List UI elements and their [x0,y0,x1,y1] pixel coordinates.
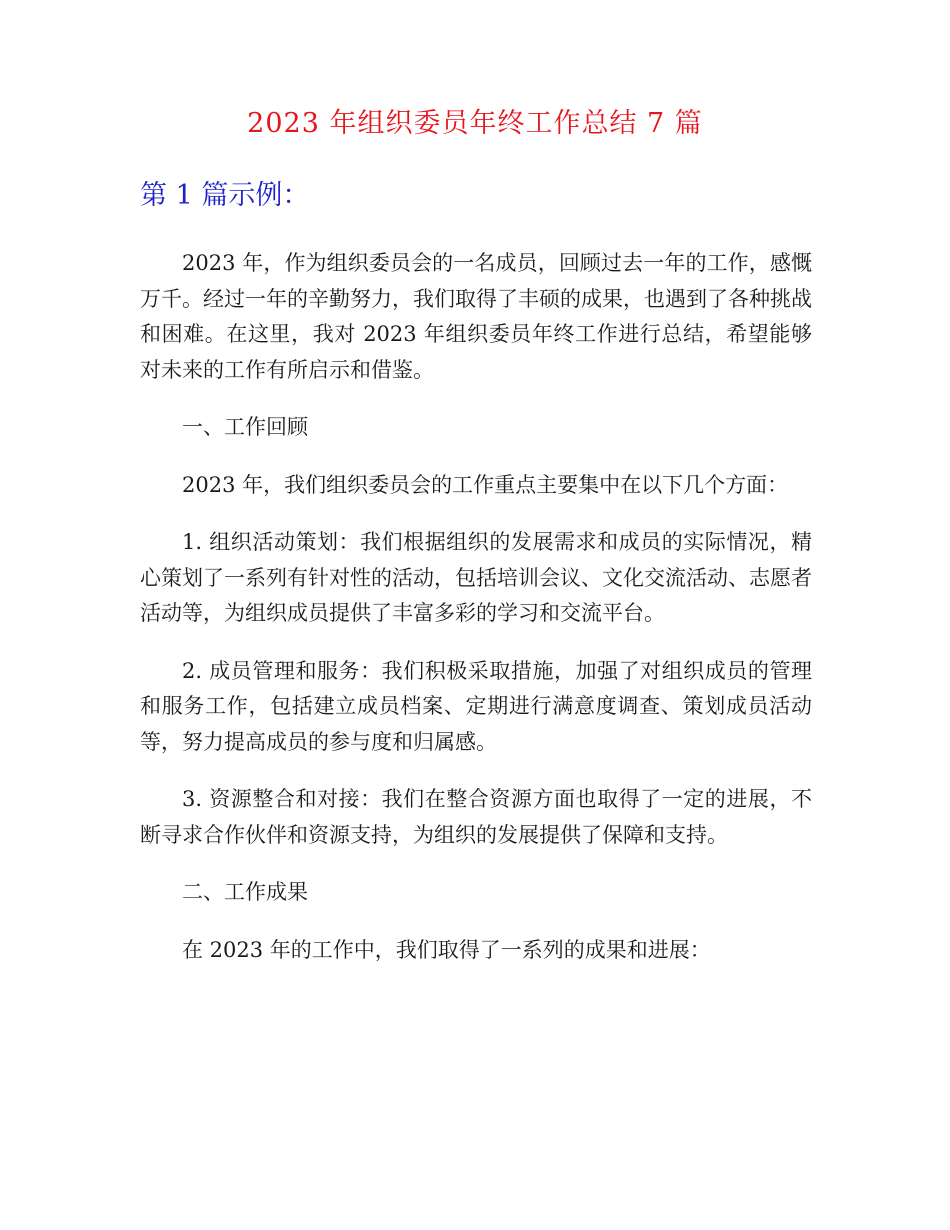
document-title: 2023 年组织委员年终工作总结 7 篇 [247,108,703,139]
document-body [140,246,812,990]
paragraph-focus-areas: 2023 年，我们组织委员会的工作重点主要集中在以下几个方面： [182,472,789,497]
section-heading: 第 1 篇示例： [140,180,310,211]
list-item-member-management: 2. 成员管理和服务：我们积极采取措施，加强了对组织成员的管理和服务工作，包括建立成员档案、定期进行满意度调查、策划成员活动等，努力提高成员的参与度和归属感。 [140,658,812,754]
list-item-resource-integration: 3. 资源整合和对接：我们在整合资源方面也取得了一定的进展，不断寻求合作伙伴和资源支持，为组织的发展提供了保障和支持。 [140,787,812,847]
heading-work-review: 一、工作回顾 [182,415,308,439]
list-item-activity-planning: 1. 组织活动策划：我们根据组织的发展需求和成员的实际情况，精心策划了一系列有针对性的活动，包括培训会议、文化交流活动、志愿者活动等，为组织成员提供了丰富多彩的学习和交流平台。 [140,530,812,625]
heading-work-results: 二、工作成果 [182,880,308,904]
paragraph-results-intro: 在 2023 年的工作中，我们取得了一系列的成果和进展： [182,937,711,962]
paragraph-intro: 2023 年，作为组织委员会的一名成员，回顾过去一年的工作，感慨万千。经过一年的辛勤努力，我们取得了丰硕的成果，也遇到了各种挑战和困难。在这里，我对 2023 年组织委员年终工作进行总结，希望能够对未来的工作有所启示和借鉴。 [140,251,812,382]
